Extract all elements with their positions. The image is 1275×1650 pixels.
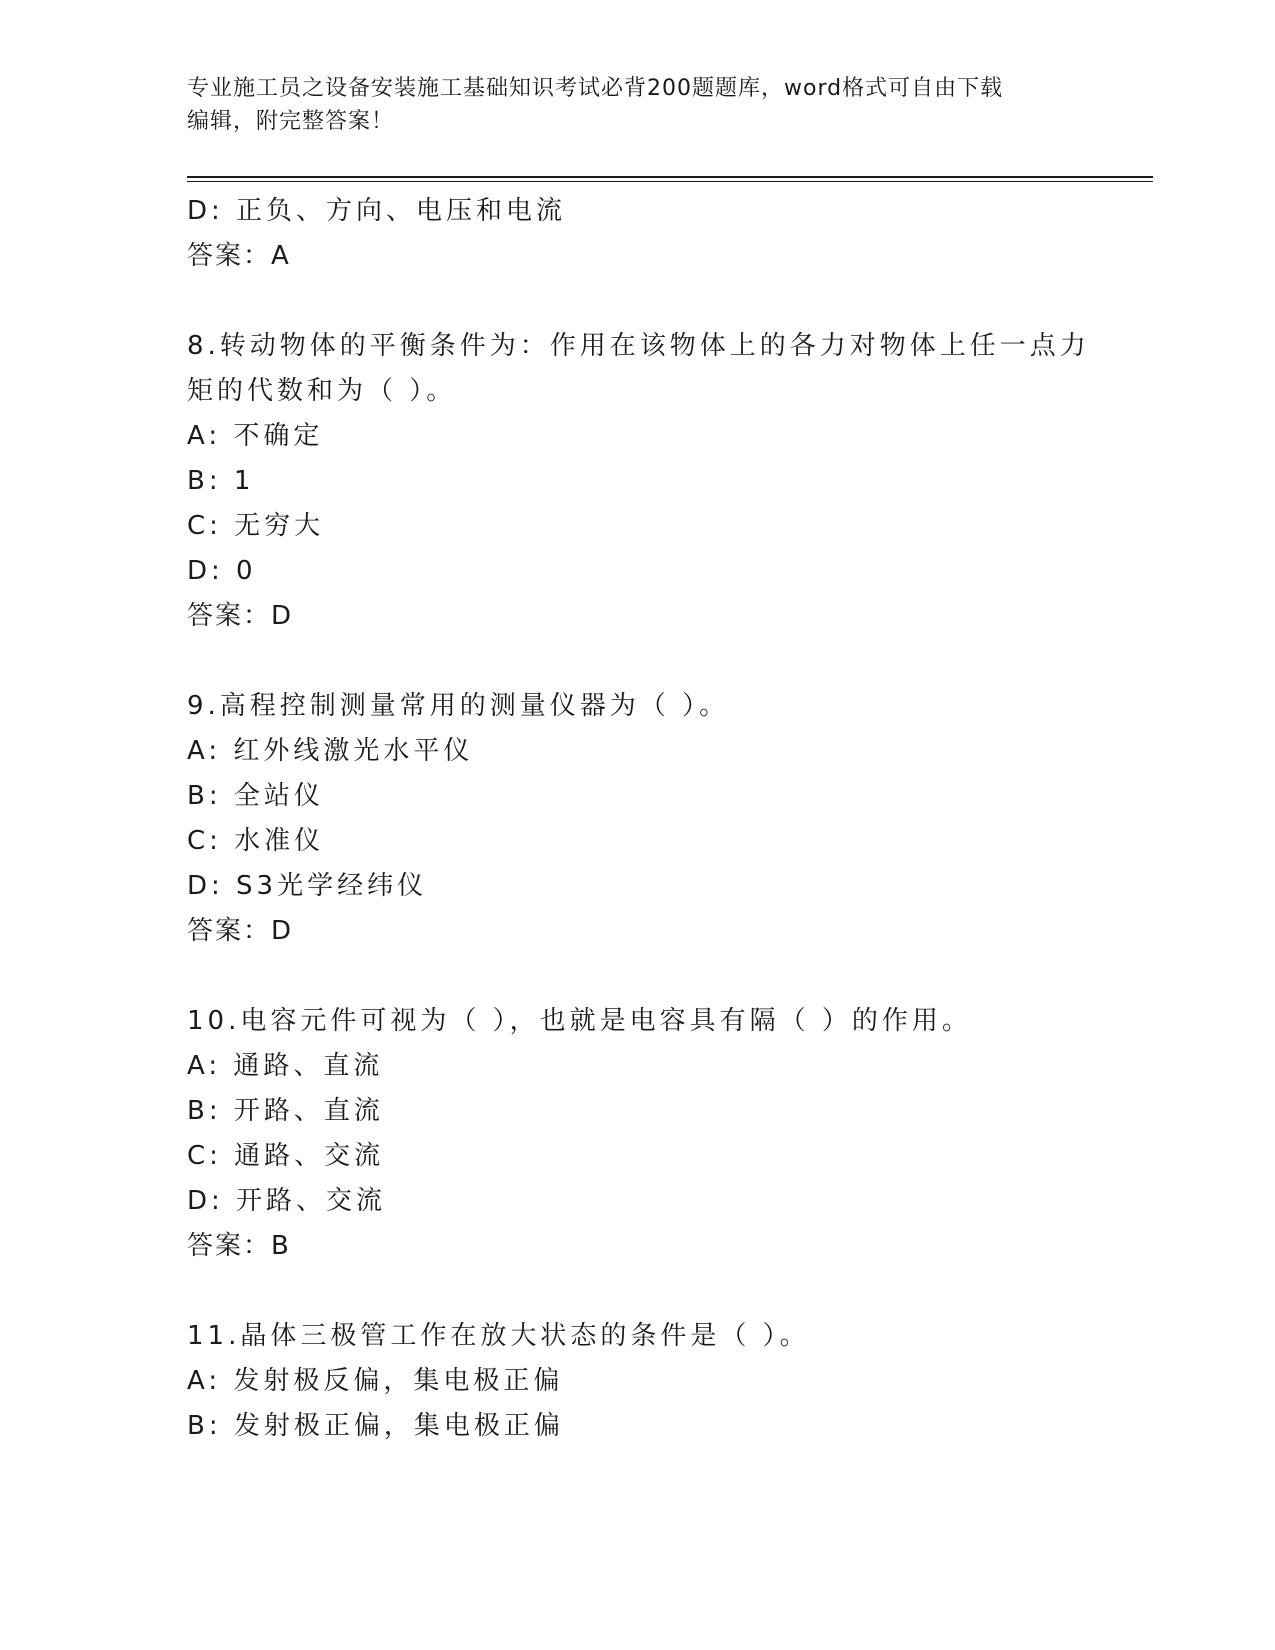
q8-stem-line-2: 矩的代数和为（ ）。 [187,376,457,406]
q9-answer: 答案：D [187,916,294,946]
q11-option-b: B: 发射极正偏，集电极正偏 [187,1411,564,1441]
q11-option-a: A: 发射极反偏，集电极正偏 [187,1366,564,1396]
q8-stem-line-1: 8.转动物体的平衡条件为：作用在该物体上的各力对物体上任一点力 [187,331,1090,361]
q10-option-a: A: 通路、直流 [187,1051,384,1081]
header-divider-thick [187,176,1153,178]
q9-option-c: C: 水准仪 [187,826,325,856]
header-title-line-2: 编辑，附完整答案！ [187,109,395,134]
q8-option-a: A: 不确定 [187,421,324,451]
prev-option-d: D: 正负、方向、电压和电流 [187,196,567,226]
q10-option-d: D: 开路、交流 [187,1186,387,1216]
q8-option-c: C: 无穷大 [187,511,325,541]
q11-stem: 11.晶体三极管工作在放大状态的条件是（ ）。 [187,1321,810,1351]
document-header [187,72,1087,138]
q10-option-b: B: 开路、直流 [187,1096,384,1126]
q8-option-b: B: 1 [187,466,255,496]
prev-answer: 答案：A [187,241,291,271]
q10-option-c: C: 通路、交流 [187,1141,385,1171]
q9-option-b: B: 全站仪 [187,781,324,811]
q8-option-d: D: 0 [187,556,257,586]
q9-stem: 9.高程控制测量常用的测量仪器为（ ）。 [187,691,730,721]
q10-answer: 答案：B [187,1231,291,1261]
q8-answer: 答案：D [187,601,294,631]
q9-option-d: D: S3光学经纬仪 [187,871,428,901]
header-divider-thin [187,181,1153,182]
q10-stem: 10.电容元件可视为（ ），也就是电容具有隔（ ）的作用。 [187,1006,972,1036]
header-title-line-1: 专业施工员之设备安装施工基础知识考试必背200题题库，word格式可自由下载 [187,76,1004,101]
q9-option-a: A: 红外线激光水平仪 [187,736,474,766]
